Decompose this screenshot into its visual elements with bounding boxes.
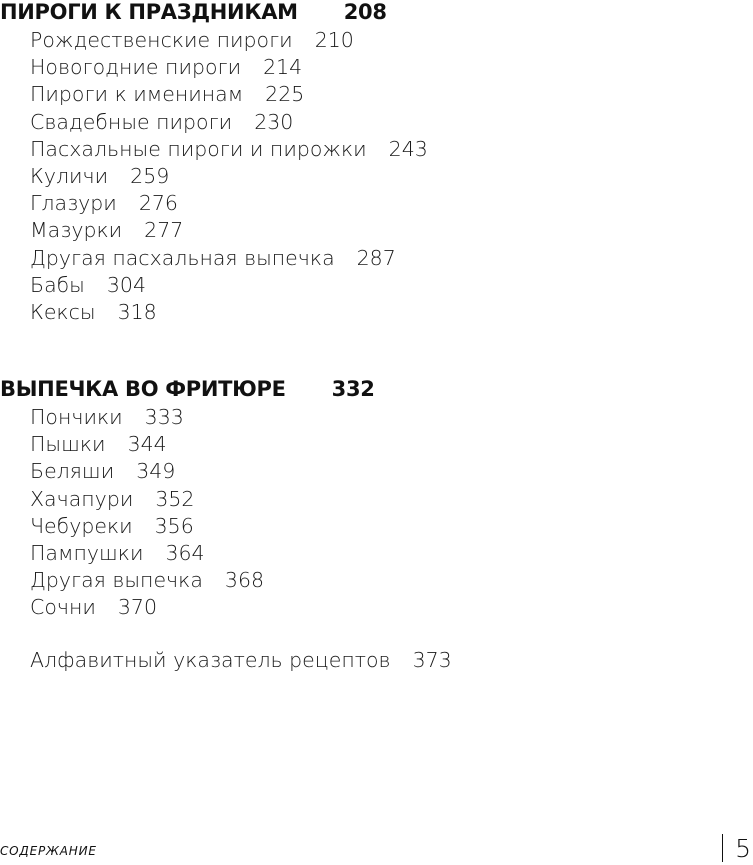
entry-title: Пончики bbox=[30, 405, 123, 429]
entry-title: Другая выпечка bbox=[30, 568, 203, 593]
toc-entry bbox=[30, 486, 753, 513]
entry-page-number: 230 bbox=[254, 109, 294, 134]
entry-title: Пироги к именинам bbox=[30, 82, 244, 107]
section-page-number: 332 bbox=[331, 377, 375, 401]
toc-index-entry bbox=[30, 647, 452, 674]
toc-entry bbox=[30, 299, 753, 326]
section-heading bbox=[0, 0, 753, 27]
footer-page-number-block bbox=[722, 833, 751, 863]
entry-page-number: 276 bbox=[138, 191, 178, 216]
entry-page-number: 370 bbox=[117, 595, 158, 620]
entry-page-number: 318 bbox=[117, 299, 157, 324]
entry-page-number: 304 bbox=[106, 272, 146, 297]
entry-page-number: 277 bbox=[144, 218, 184, 243]
divider-bar bbox=[722, 834, 724, 862]
running-footer-label: СОДЕРЖАНИЕ bbox=[0, 844, 97, 858]
entry-page-number: 356 bbox=[154, 513, 194, 538]
entry-title: Глазури bbox=[30, 191, 117, 216]
section-title: ВЫПЕЧКА ВО ФРИТЮРЕ bbox=[0, 377, 286, 401]
entry-page-number: 349 bbox=[136, 459, 176, 484]
entry-title: Свадебные пироги bbox=[30, 109, 233, 134]
entry-title: Новогодние пироги bbox=[30, 55, 242, 80]
entry-title: Бабы bbox=[30, 272, 85, 297]
toc-entry bbox=[30, 81, 753, 108]
page-number: 5 bbox=[735, 833, 751, 863]
toc-entry bbox=[30, 190, 753, 217]
toc-entry bbox=[30, 594, 753, 621]
toc-entry bbox=[30, 513, 753, 540]
toc-entry bbox=[30, 404, 753, 431]
entry-page-number: 225 bbox=[265, 82, 305, 107]
section-page-number: 208 bbox=[343, 0, 387, 24]
entry-page-number: 214 bbox=[263, 55, 303, 80]
toc-entry bbox=[30, 431, 753, 458]
toc-entry-list bbox=[0, 404, 753, 622]
entry-title: Мазурки bbox=[30, 218, 123, 243]
entry-page-number: 344 bbox=[127, 432, 167, 457]
section-heading bbox=[0, 377, 753, 404]
entry-title: Пасхальные пироги и пирожки bbox=[30, 136, 367, 161]
toc-entry bbox=[30, 245, 753, 272]
entry-page-number: 243 bbox=[388, 136, 428, 161]
toc-entry bbox=[30, 272, 753, 299]
toc-entry-list bbox=[0, 27, 753, 326]
entry-page-number: 352 bbox=[155, 486, 195, 511]
entry-title: Другая пасхальная выпечка bbox=[30, 245, 335, 270]
toc-entry bbox=[30, 540, 753, 567]
entry-page-number: 210 bbox=[314, 28, 354, 52]
entry-page-number: 368 bbox=[224, 568, 265, 593]
entry-title: Алфавитный указатель рецептов bbox=[30, 648, 391, 672]
entry-title: Пышки bbox=[30, 432, 106, 457]
entry-title: Хачапури bbox=[30, 486, 134, 511]
entry-title: Рождественские пироги bbox=[30, 28, 293, 52]
toc-entry bbox=[30, 27, 753, 54]
entry-title: Сочни bbox=[30, 595, 96, 620]
entry-page-number: 364 bbox=[165, 540, 205, 565]
entry-title: Куличи bbox=[30, 163, 109, 188]
entry-page-number: 333 bbox=[144, 405, 184, 429]
entry-page-number: 373 bbox=[412, 648, 452, 672]
entry-page-number: 287 bbox=[356, 245, 396, 270]
toc-entry bbox=[30, 567, 753, 594]
toc-entry bbox=[30, 136, 753, 163]
toc-entry bbox=[30, 458, 753, 485]
entry-page-number: 259 bbox=[130, 163, 170, 188]
toc-entry bbox=[30, 163, 753, 190]
section-title: ПИРОГИ К ПРАЗДНИКАМ bbox=[0, 0, 298, 24]
toc-section bbox=[0, 377, 753, 622]
toc-entry bbox=[30, 54, 753, 81]
entry-title: Пампушки bbox=[30, 540, 144, 565]
entry-title: Кексы bbox=[30, 299, 96, 324]
entry-title: Чебуреки bbox=[30, 513, 133, 538]
toc-entry bbox=[30, 109, 753, 136]
toc-entry bbox=[30, 217, 753, 244]
toc-section bbox=[0, 0, 753, 326]
entry-title: Беляши bbox=[30, 459, 115, 484]
